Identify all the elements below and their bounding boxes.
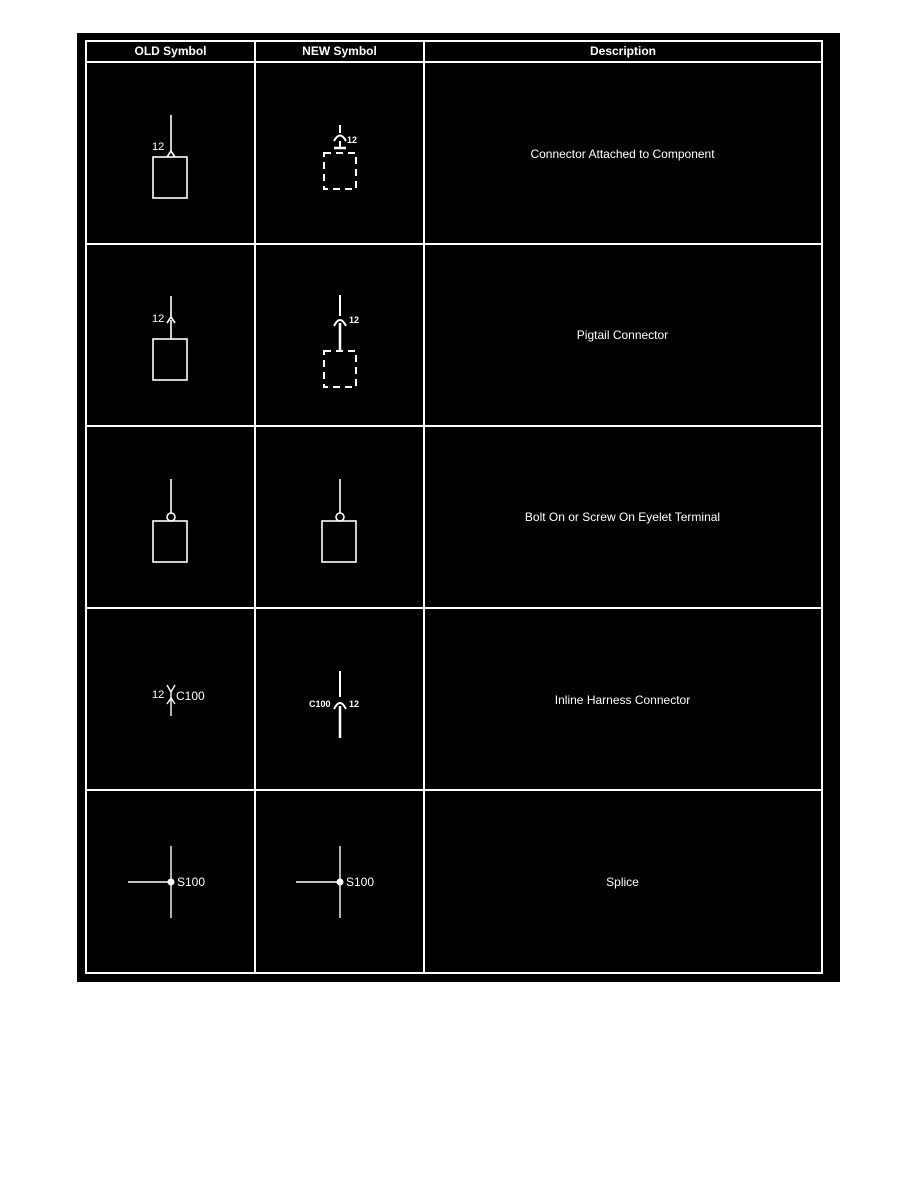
old-splice-label: S100	[177, 875, 206, 889]
old-pin-label: 12	[152, 689, 165, 701]
header-old-symbol: OLD Symbol	[134, 44, 207, 58]
description-eyelet-terminal: Bolt On or Screw On Eyelet Terminal	[524, 510, 721, 524]
header-description: Description	[589, 44, 656, 58]
new-splice-label: S100	[346, 875, 375, 889]
header-new-symbol: NEW Symbol	[302, 44, 377, 58]
old-connector-label: C100	[176, 689, 205, 703]
new-connector-label: C100	[309, 699, 331, 709]
description-splice: Splice	[606, 875, 639, 889]
description-connector-attached: Connector Attached to Component	[530, 147, 715, 161]
new-pin-label: 12	[347, 135, 358, 145]
old-pin-label: 12	[152, 313, 165, 325]
new-pin-label: 12	[349, 699, 360, 709]
new-pin-label: 12	[349, 315, 360, 325]
new-splice-symbol	[77, 33, 840, 982]
old-pin-label: 12	[152, 141, 165, 153]
symbol-table	[77, 33, 840, 982]
description-inline-connector: Inline Harness Connector	[554, 693, 691, 707]
description-pigtail: Pigtail Connector	[576, 328, 669, 342]
